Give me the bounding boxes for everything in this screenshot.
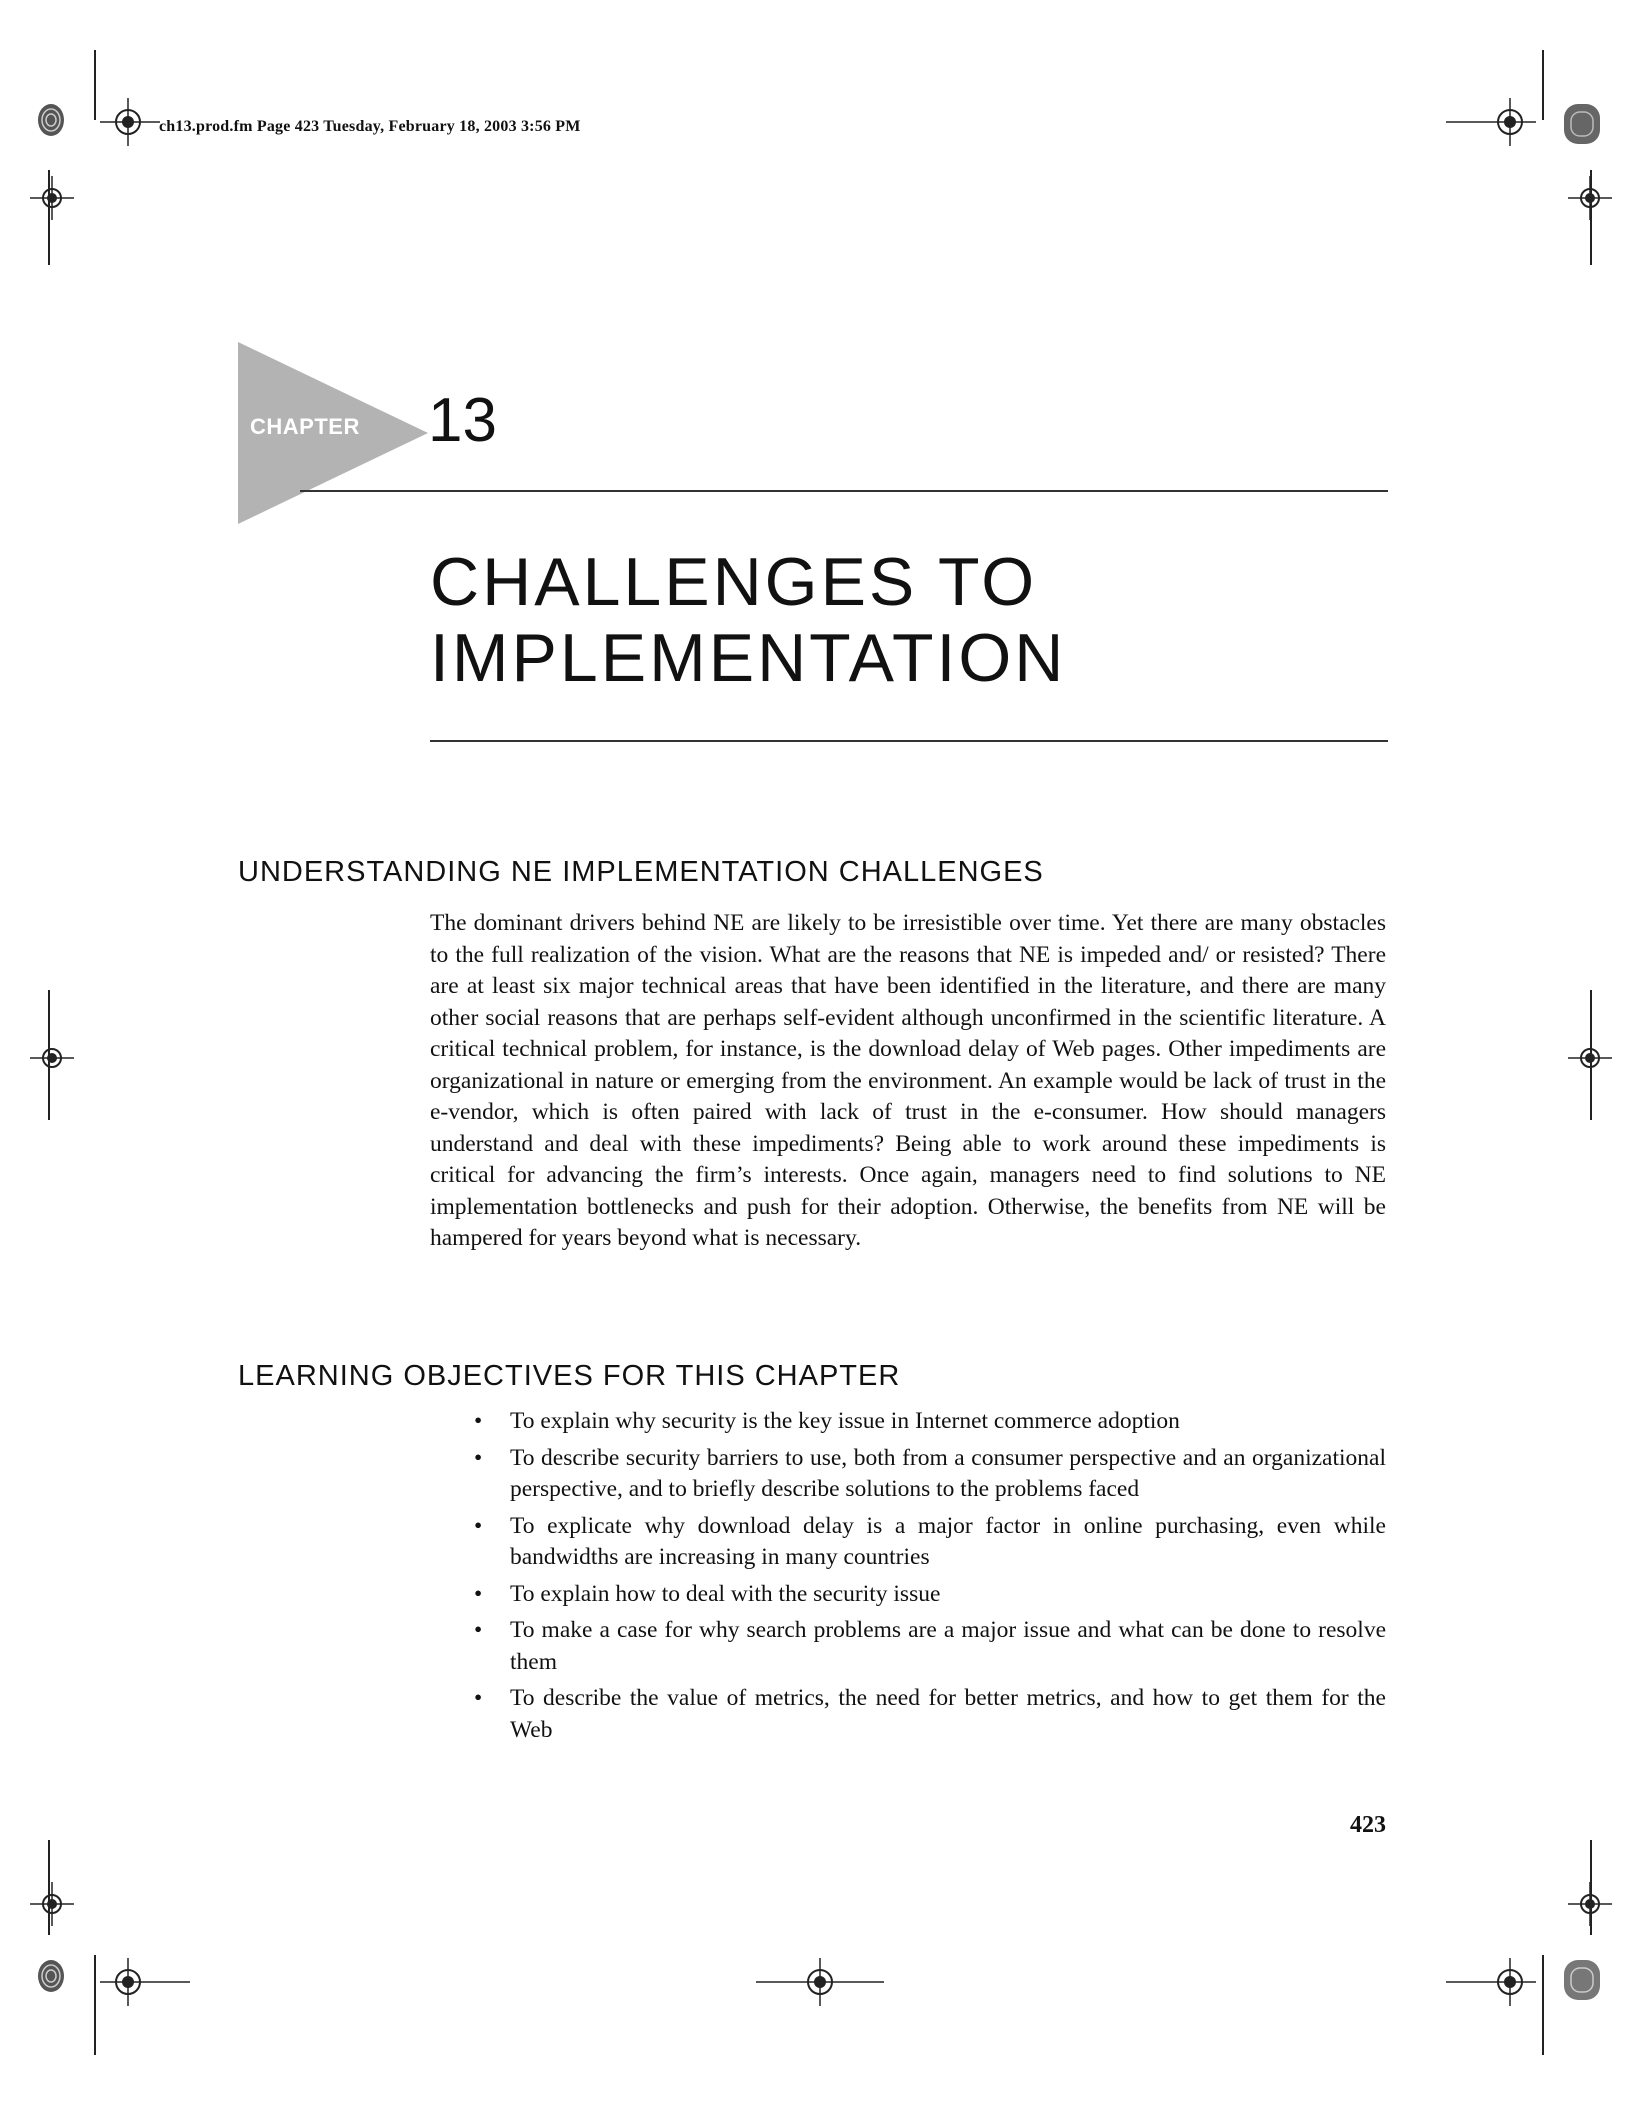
- objective-text: To make a case for why search problems are a major issue and what can be done to resolve them: [510, 1617, 1386, 1675]
- registration-mark-icon: [1568, 176, 1612, 220]
- registration-mark-icon: [30, 176, 74, 220]
- chapter-title-line: IMPLEMENTATION: [430, 620, 1067, 696]
- registration-mark-icon: [100, 1958, 190, 2006]
- chapter-title-line: CHALLENGES TO: [430, 544, 1038, 620]
- objective-text: To explicate why download delay is a major factor in online purchasing, even while bandwidths are increasing in many countries: [510, 1512, 1386, 1570]
- fingerprint-mark-icon: [36, 1958, 66, 1994]
- registration-mark-icon: [30, 1036, 74, 1080]
- registration-mark-icon: [1446, 98, 1536, 146]
- registration-mark-icon: [1568, 1882, 1612, 1926]
- bullet-icon: •: [474, 1617, 483, 1643]
- bullet-icon: •: [474, 1444, 483, 1471]
- objective-text: To describe security barriers to use, both from a consumer perspective and an organizational perspective, and to briefly describe solutions to the problems faced: [510, 1444, 1386, 1502]
- chapter-rule-top: [300, 490, 1388, 492]
- crop-mark: [1542, 50, 1544, 120]
- registration-mark-icon: [756, 1958, 884, 2006]
- bullet-icon: •: [474, 1685, 483, 1711]
- page-number: 423: [1350, 1812, 1386, 1838]
- list-item: [474, 1406, 1386, 1438]
- list-item: [474, 1443, 1386, 1506]
- objective-text: To explain why security is the key issue in Internet commerce adoption: [510, 1408, 1180, 1434]
- objective-text: To explain how to deal with the security issue: [510, 1580, 941, 1607]
- list-item: [474, 1683, 1386, 1746]
- crop-mark: [94, 50, 96, 120]
- registration-mark-icon: [1446, 1958, 1536, 2006]
- objective-text: To describe the value of metrics, the need for better metrics, and how to get them for the Web: [510, 1685, 1386, 1743]
- crop-mark: [1542, 1955, 1544, 2055]
- intro-paragraph: The dominant drivers behind NE are likely to be irresistible over time. Yet there are many obstacles to the full realization of the vision. What are the reasons that NE is impeded and/ or resisted? There are at least six major technical areas that have been identified in the literature, and there are many other social reasons that are perhaps self-evident although unconfirmed in the scientific literature. A critical technical problem, for instance, is the download delay of Web pages. Other impediments are organizational in nature or emerging from the environment. An example would be lack of trust in the e-vendor, which is often paired with lack of trust in the e-consumer. How should managers understand and deal with these impediments? Being able to work around these impediments is critical for advancing the firm’s interests. Once again, managers need to find solutions to NE implementation bottlenecks and push for their adoption. Otherwise, the benefits from NE will be hampered for years beyond what is necessary.: [430, 910, 1386, 1251]
- list-item: [474, 1615, 1386, 1678]
- print-slug: ch13.prod.fm Page 423 Tuesday, February 18, 2003 3:56 PM: [159, 118, 581, 135]
- bullet-icon: •: [474, 1408, 483, 1434]
- list-item: [474, 1511, 1386, 1574]
- fingerprint-mark-icon: [1562, 1958, 1602, 2002]
- fingerprint-mark-icon: [1562, 102, 1602, 146]
- chapter-number: 13: [428, 386, 497, 455]
- bullet-icon: •: [474, 1512, 483, 1539]
- bullet-icon: •: [474, 1580, 483, 1607]
- registration-mark-icon: [1568, 1036, 1612, 1080]
- chapter-title: [430, 544, 1390, 696]
- chapter-rule-bottom: [430, 740, 1388, 742]
- list-item: [474, 1579, 1386, 1611]
- section-heading-challenges: UNDERSTANDING NE IMPLEMENTATION CHALLENGES: [238, 856, 1044, 888]
- registration-mark-icon: [100, 98, 160, 146]
- chapter-label: CHAPTER: [250, 414, 360, 439]
- registration-mark-icon: [30, 1882, 74, 1926]
- fingerprint-mark-icon: [36, 102, 66, 138]
- objectives-list: [474, 1406, 1386, 1751]
- section-heading-objectives: LEARNING OBJECTIVES FOR THIS CHAPTER: [238, 1360, 901, 1392]
- crop-mark: [94, 1955, 96, 2055]
